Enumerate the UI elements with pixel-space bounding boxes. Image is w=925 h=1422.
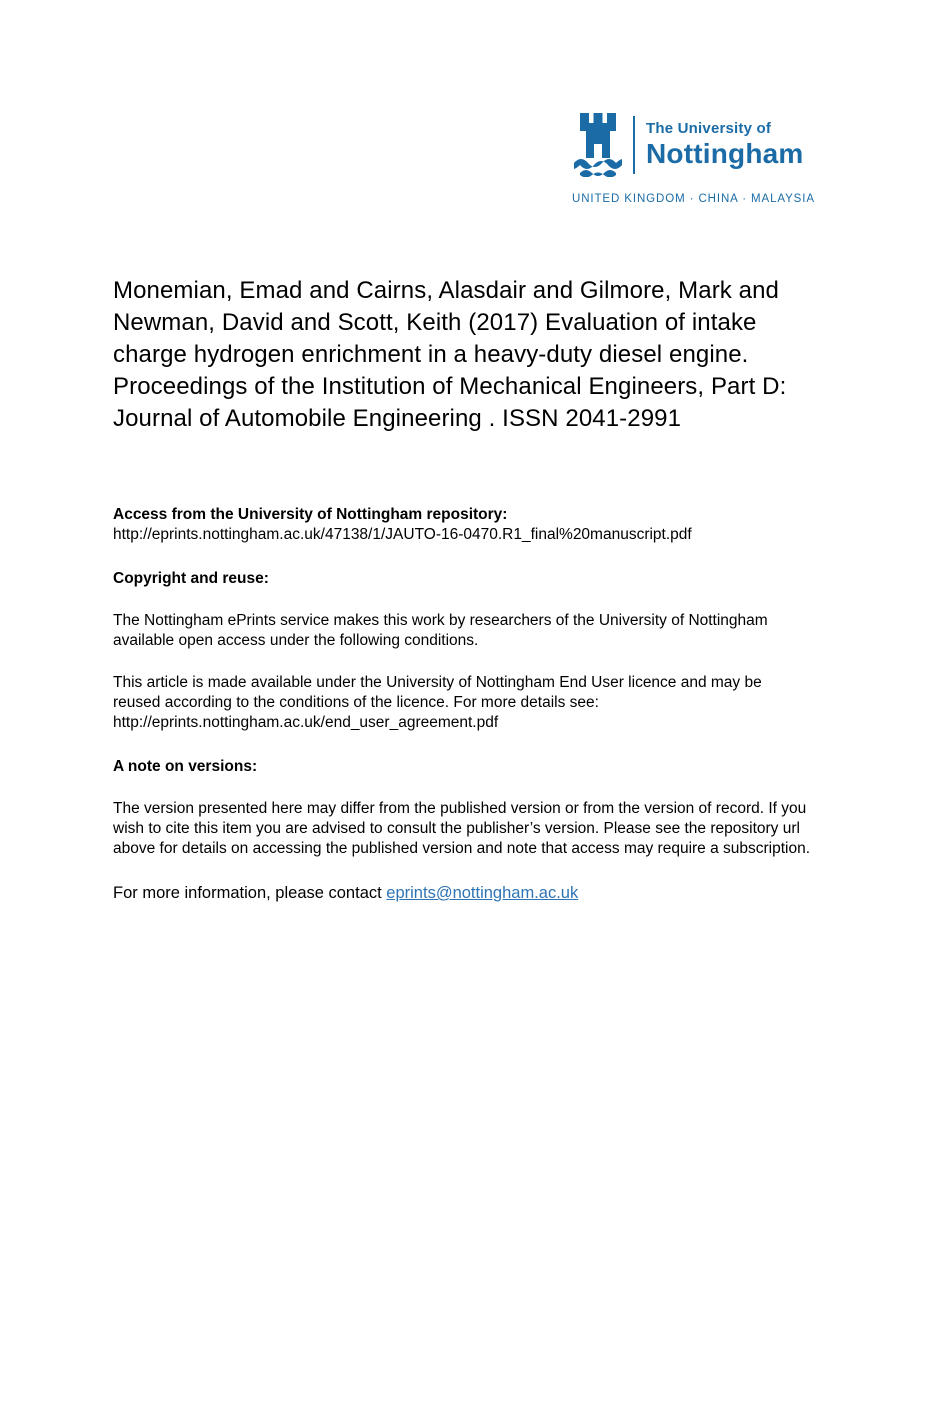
copyright-paragraph-1: The Nottingham ePrints service makes this work by researchers of the University of Nottingham available open access under the following conditions. xyxy=(113,612,768,649)
repository-url: http://eprints.nottingham.ac.uk/47138/1/JAUTO-16-0470.R1_final%20manuscript.pdf xyxy=(113,526,692,543)
access-section xyxy=(113,505,812,545)
access-heading: Access from the University of Nottingham repository: xyxy=(113,506,508,523)
university-logo xyxy=(572,113,815,205)
university-logo-lockup xyxy=(572,113,812,177)
contact-email-link[interactable]: eprints@nottingham.ac.uk xyxy=(386,884,579,902)
versions-heading: A note on versions: xyxy=(113,758,258,775)
logo-nottingham: Nottingham xyxy=(646,138,804,170)
versions-paragraph: The version presented here may differ from the published version or from the version of record. If you wish to cite this item you are advised to consult the publisher’s version. Please see the repository url above for details on accessing the published version and note that access may require a subscription. xyxy=(113,800,811,857)
contact-prefix: For more information, please contact xyxy=(113,884,387,902)
contact-line xyxy=(113,883,812,904)
nottingham-castle-icon xyxy=(572,113,624,177)
citation-text: Monemian, Emad and Cairns, Alasdair and Gilmore, Mark and Newman, David and Scott, Keith (2017) Evaluation of intake charge hydrogen enrichment in a heavy-duty diesel engine. Proceedings of the Institution of Mechanical Engineers, Part D: Journal of Automobile Engineering . ISSN 2041-2991 xyxy=(113,277,787,432)
logo-divider xyxy=(633,116,635,174)
document-page xyxy=(0,113,925,904)
copyright-heading: Copyright and reuse: xyxy=(113,570,269,587)
logo-campuses-line: UNITED KINGDOM · CHINA · MALAYSIA xyxy=(572,193,815,205)
copyright-paragraph-2: This article is made available under the University of Nottingham End User licence and may be reused according to the conditions of the licence. For more details see: http://eprints.nottingham.ac.uk/end_user_agreement.pdf xyxy=(113,674,762,731)
logo-wordmark xyxy=(646,121,804,168)
logo-university-of: The University of xyxy=(646,120,772,138)
